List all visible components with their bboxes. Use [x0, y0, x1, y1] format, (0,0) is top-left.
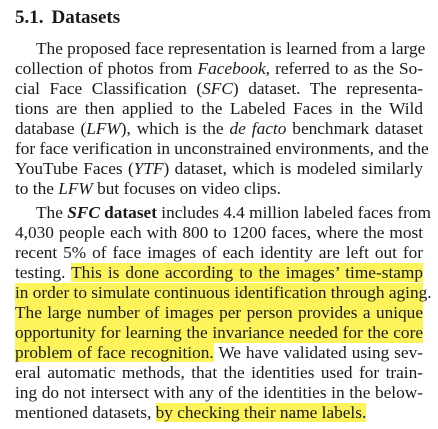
text-run: cial Face Classification (: [15, 79, 203, 98]
paragraph-2-line-8: [15, 343, 423, 363]
italic-term: SFC: [202, 79, 233, 98]
paragraph-1-line-4: [15, 99, 423, 119]
italic-term: LFW: [86, 119, 121, 138]
text-run: to the: [15, 179, 59, 198]
italic-term: SFC: [67, 203, 100, 222]
paragraph-2-line-4: [15, 263, 423, 283]
text-run: The: [36, 203, 68, 222]
highlighted-text: in order to simulate continuous identification through aging.: [15, 283, 432, 302]
text-run: The proposed face representation is learned from a large: [36, 39, 426, 58]
paragraph-1-line-2: [15, 59, 423, 79]
text-run: ing do not intersect with any of the identities in the below-: [15, 383, 423, 402]
text-run: tions are then applied to the Labeled Faces in the Wild: [15, 99, 423, 118]
text-run: ) dataset. The representa-: [232, 79, 423, 98]
text-run: recent 5% of face images of each identity are left out for: [15, 243, 423, 262]
text-run: collection of photos from: [15, 59, 198, 78]
paragraph-1-line-8: [15, 179, 423, 199]
text-run: ) dataset, which is modeled similarly: [163, 159, 423, 178]
text-run: for face verification in unconstrained environments, and the: [15, 139, 429, 158]
italic-term: YTF: [133, 159, 164, 178]
text-run: 4,030 people each with 800 to 1200 faces, where the most: [15, 223, 423, 242]
paragraph-2-line-6: [15, 303, 423, 323]
paragraph-1-line-6: [15, 139, 429, 159]
highlighted-text: The large number of images per person provides a unique: [15, 303, 423, 322]
italic-term: Facebook: [197, 59, 266, 78]
text-run: , referred to as the So-: [265, 59, 423, 78]
text-run: includes 4.4 million labeled faces from: [156, 203, 432, 222]
text-run: but focuses on video clips.: [92, 179, 281, 198]
text-run: ), which is the: [120, 119, 230, 138]
text-run: database (: [15, 119, 87, 138]
paragraph-2-line-5: [15, 283, 432, 303]
paragraph-2-line-9: [15, 363, 423, 383]
highlighted-text: problem of face recognition.: [15, 343, 214, 362]
paragraph-2-line-2: [15, 223, 423, 243]
paragraph-2-line-11: [15, 403, 423, 423]
paragraph-2-line-1: [15, 203, 432, 223]
paragraph-1-line-5: [15, 119, 423, 139]
paragraph-1-line-1: [15, 39, 426, 59]
section-number: 5.1.: [15, 7, 44, 28]
text-run: benchmark dataset: [286, 119, 424, 138]
paragraph-1-line-7: [15, 159, 423, 179]
bold-term: dataset: [99, 203, 157, 222]
text-run: eral automatic methods, that the identities used for train-: [15, 363, 423, 382]
highlighted-text: This is done according to the images’ time-stamp: [71, 263, 423, 282]
italic-term: de facto: [229, 119, 287, 138]
paragraph-2-line-7: [15, 323, 423, 343]
text-run: testing.: [15, 263, 72, 282]
highlighted-text: by checking their name labels.: [155, 403, 367, 422]
section-title: Datasets: [51, 7, 121, 28]
text-run: mentioned datasets,: [15, 403, 156, 422]
paragraph-2-line-3: [15, 243, 423, 263]
section-heading: [15, 7, 120, 29]
text-run: We have validated using sev-: [213, 343, 423, 362]
highlighted-text: opportunity for learning the invariance needed for the core: [15, 323, 423, 342]
paragraph-1-line-3: [15, 79, 423, 99]
italic-term: LFW: [58, 179, 93, 198]
paragraph-2-line-10: [15, 383, 423, 403]
text-run: YouTube Faces (: [15, 159, 134, 178]
